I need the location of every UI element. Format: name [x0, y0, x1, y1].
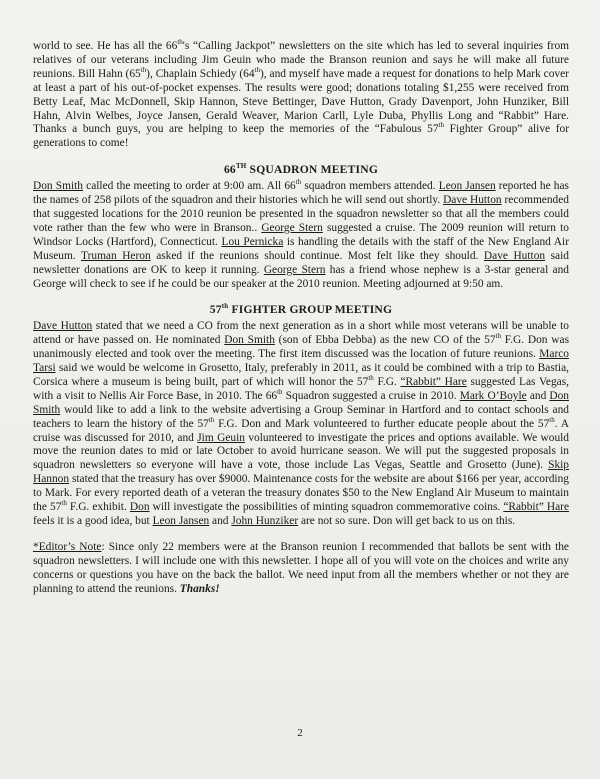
editors-note: *Editor’s Note: Since only 22 members were at the Branson reunion I recommended that ballots be sent with the squadron newsletters. I will include one with this newsletter. I hope all of you will vote on the choices and write any concerns or questions you have on the back the ballot. We need input from all the members whether or not they are planning to attend the reunions. Thanks!	[33, 540, 569, 595]
intro-paragraph: world to see. He has all the 66th's “Calling Jackpot” newsletters on the site which has led to several inquiries from relatives of our veterans including Jim Geuin who made the Branson reunion and says he will make all future reunions. Bill Hahn (65th), Chaplain Schiedy (64th), and myself have made a request for donations to help Mark cover at least a part of his out-of-pocket expenses. The results were good; donations totaling $1,255 were received from Betty Leaf, Mac McDonnell, Skip Hannon, Steve Bettinger, Dave Hutton, Grady Davenport, John Hunziker, Bill Hahn, Alvin Welbes, Joyce Jansen, Gerald Weaver, Marion Carll, Lyle Duba, Phyllis Long and “Rabbit” Hare. Thanks a bunch guys, you are helping to keep the memories of the “Fabulous 57th Fighter Group” alive for generations to come!	[33, 38, 569, 150]
squadron-meeting-heading: 66TH SQUADRON MEETING	[223, 162, 379, 177]
page-content	[33, 40, 569, 597]
squadron-meeting-paragraph: Don Smith called the meeting to order at 9:00 am. All 66th squadron members attended. Leon Jansen reported he has the names of 258 pilots of the squadron and their histories which he will send out shortly. Dave Hutton recommended that suggested locations for the 2010 reunion be presented in the squadron newsletter so that all the members could vote rather than the few who were in Branson.. George Stern suggested a cruise. The 2009 reunion will return to Windsor Locks (Hartford), Connecticut. Lou Pernicka is handling the details with the staff of the New England Air Museum. Truman Heron asked if the reunions should continue. Most felt like they should. Dave Hutton said newsletter donations are OK to keep it running. George Stern has a friend whose nephew is a 3-star general and George will check to see if he could be our speaker at the 2010 reunion. Meeting adjourned at 9:50 am.	[33, 178, 570, 290]
group-meeting-heading: 57th FIGHTER GROUP MEETING	[209, 302, 393, 317]
editors-note-label: *Editor’s Note	[33, 540, 102, 553]
group-meeting-paragraph: Dave Hutton stated that we need a CO from the next generation as in a short while most veterans will be unable to attend or have passed on. He nominated Don Smith (son of Ebba Debba) as the new CO of the 57th F.G. Don was unanimously elected and took over the meeting. The first item discussed was the location of future reunions. Marco Tarsi said we would be welcome in Grosetto, Italy, preferably in 2011, as it could be combined with a trip to Bastia, Corsica where a museum is being built, part of which will honor the 57th F.G. “Rabbit” Hare suggested Las Vegas, with a visit to Nellis Air Force Base, in 2010. The 66th Squadron suggested a cruise in 2010. Mark O’Boyle and Don Smith would like to add a link to the website advertising a Group Seminar in Hartford and to contact schools and teachers to learn the history of the 57th F.G. Don and Mark volunteered to further educate people about the 57th. A cruise was discussed for 2010, and Jim Geuin volunteered to investigate the prices and options available. We would move the reunion dates to mid or late October to avoid hurricane season. We will put the suggested proposals in squadron newsletters so everyone will have a vote, those include Las Vegas, Seattle and Grosetto (June). Skip Hannon stated that the treasury has over $9000. Maintenance costs for the website are about $166 per year, according to Mark. For every reported death of a veteran the treasury donates $50 to the New England Air Museum to maintain the 57th F.G. exhibit. Don will investigate the possibilities of minting squadron commemorative coins. “Rabbit” Hare feels it is a good idea, but Leon Jansen and John Hunziker are not so sure. Don will get back to us on this.	[33, 320, 570, 527]
page-number: 2	[297, 727, 303, 739]
